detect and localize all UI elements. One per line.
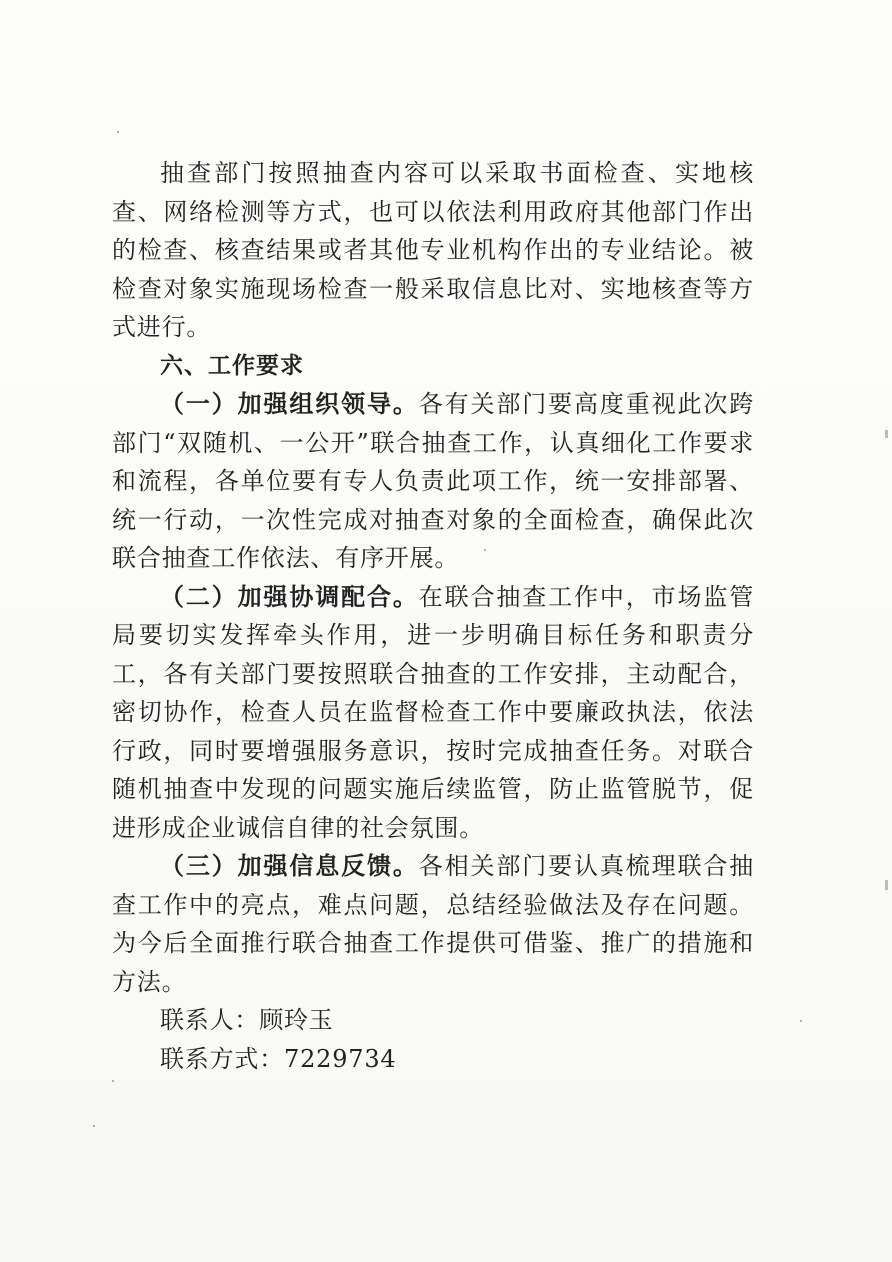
contact-phone: 联系方式：7229734 (160, 1044, 397, 1073)
item-1-lead: （一）加强组织领导。 (160, 390, 419, 418)
item-2-paragraph (112, 578, 754, 848)
item-1-paragraph (112, 385, 754, 578)
scan-speck (117, 131, 119, 133)
scan-speck (484, 549, 486, 551)
document-body (112, 154, 754, 1078)
item-2-lead: （二）加强协调配合。 (160, 582, 419, 611)
scan-speck (112, 1080, 114, 1082)
item-3-paragraph (112, 847, 754, 1001)
item-3-lead: （三）加强信息反馈。 (160, 852, 419, 880)
item-2-body: 在联合抽查工作中，市场监管局要切实发挥牵头作用，进一步明确目标任务和职责分工，各有关部门要按照联合抽查的工作安排，主动配合，密切协作，检查人员在监督检查工作中要廉政执法，依法行政，同时要增强服务意识，按时完成抽查任务。对联合随机抽查中发现的问题实施后续监管，防止监管脱节，促进形成企业诚信自律的社会氛围。 (112, 582, 755, 842)
contact-person: 联系人：顾玲玉 (160, 1006, 334, 1034)
scan-edge-mark (885, 880, 888, 890)
section-heading: 六、工作要求 (160, 352, 304, 379)
scan-speck (93, 1125, 95, 1127)
item-1-body: 各有关部门要高度重视此次跨部门“双随机、一公开”联合抽查工作，认真细化工作要求和流程，各单位要有专人负责此项工作，统一安排部署、统一行动，一次性完成对抽查对象的全面检查，确保此次联合抽查工作依法、有序开展。 (112, 390, 755, 572)
intro-paragraph: 抽查部门按照抽查内容可以采取书面检查、实地核查、网络检测等方式，也可以依法利用政府其他部门作出的检查、核查结果或者其他专业机构作出的专业结论。被检查对象实施现场检查一般采取信息比对、实地核查等方式进行。 (112, 159, 754, 341)
scan-edge-mark (885, 430, 888, 438)
item-3-body: 各相关部门要认真梳理联合抽查工作中的亮点，难点问题，总结经验做法及存在问题。为今后全面推行联合抽查工作提供可借鉴、推广的措施和方法。 (112, 852, 755, 996)
scan-speck (800, 1020, 802, 1022)
